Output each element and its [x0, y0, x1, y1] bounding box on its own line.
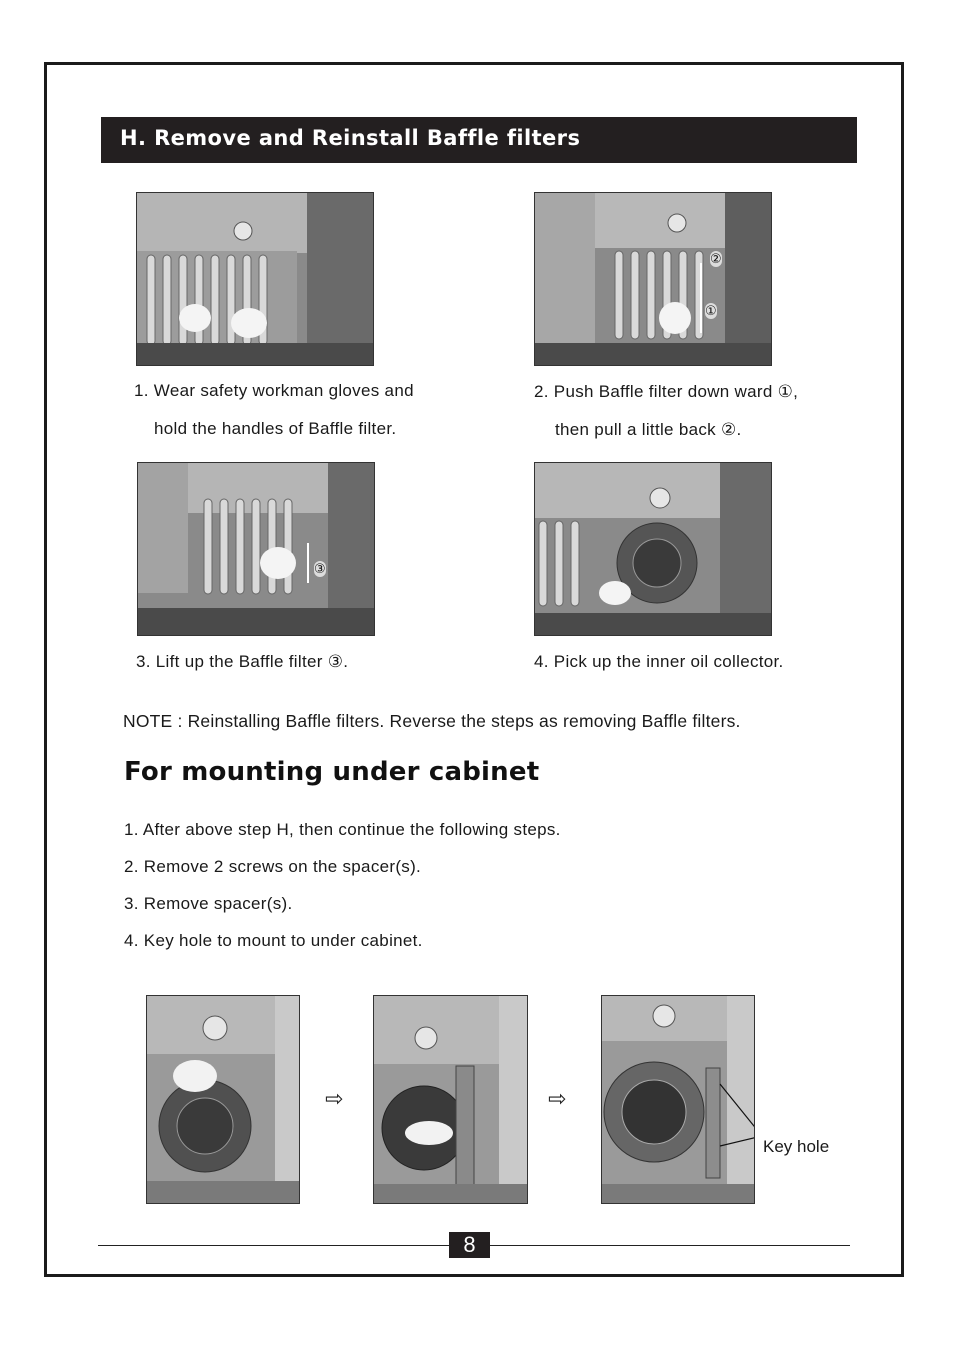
mounting-step-4: 4. Key hole to mount to under cabinet.: [124, 931, 423, 950]
step-1-line-2: hold the handles of Baffle filter.: [154, 419, 397, 438]
photo-step-1: [136, 192, 374, 366]
section-header: [101, 117, 857, 163]
step-3-line-1: 3. Lift up the Baffle filter ③.: [136, 652, 349, 671]
mounting-step-1: 1. After above step H, then continue the following steps.: [124, 820, 561, 839]
step-2-line-1: 2. Push Baffle filter down ward ①,: [534, 382, 799, 401]
step-2-line-2: then pull a little back ②.: [555, 420, 742, 439]
step-1-line-1: 1. Wear safety workman gloves and: [134, 381, 414, 400]
hollow-right-arrow-icon: ⇨: [548, 1086, 567, 1111]
page-number: 8: [449, 1232, 490, 1258]
section-title: H. Remove and Reinstall Baffle filters: [120, 126, 581, 150]
photo-step-3: [137, 462, 375, 636]
photo-mount-2: [373, 995, 528, 1204]
marker-two: ②: [710, 251, 722, 266]
mounting-step-3: 3. Remove spacer(s).: [124, 894, 293, 913]
photo-mount-1: [146, 995, 300, 1204]
keyhole-label: Key hole: [763, 1137, 830, 1156]
marker-one: ①: [705, 303, 717, 318]
photo-step-4: [534, 462, 772, 636]
photo-mount-3: [601, 995, 755, 1204]
mounting-steps: [124, 820, 561, 968]
photo-step-2: [534, 192, 772, 366]
hollow-right-arrow-icon: ⇨: [325, 1086, 344, 1111]
reinstall-note: NOTE : Reinstalling Baffle filters. Reverse the steps as removing Baffle filters.: [123, 711, 741, 731]
step-4-line-1: 4. Pick up the inner oil collector.: [534, 652, 784, 671]
mounting-title: For mounting under cabinet: [124, 757, 540, 787]
marker-three: ③: [314, 561, 326, 576]
mounting-step-2: 2. Remove 2 screws on the spacer(s).: [124, 857, 422, 876]
